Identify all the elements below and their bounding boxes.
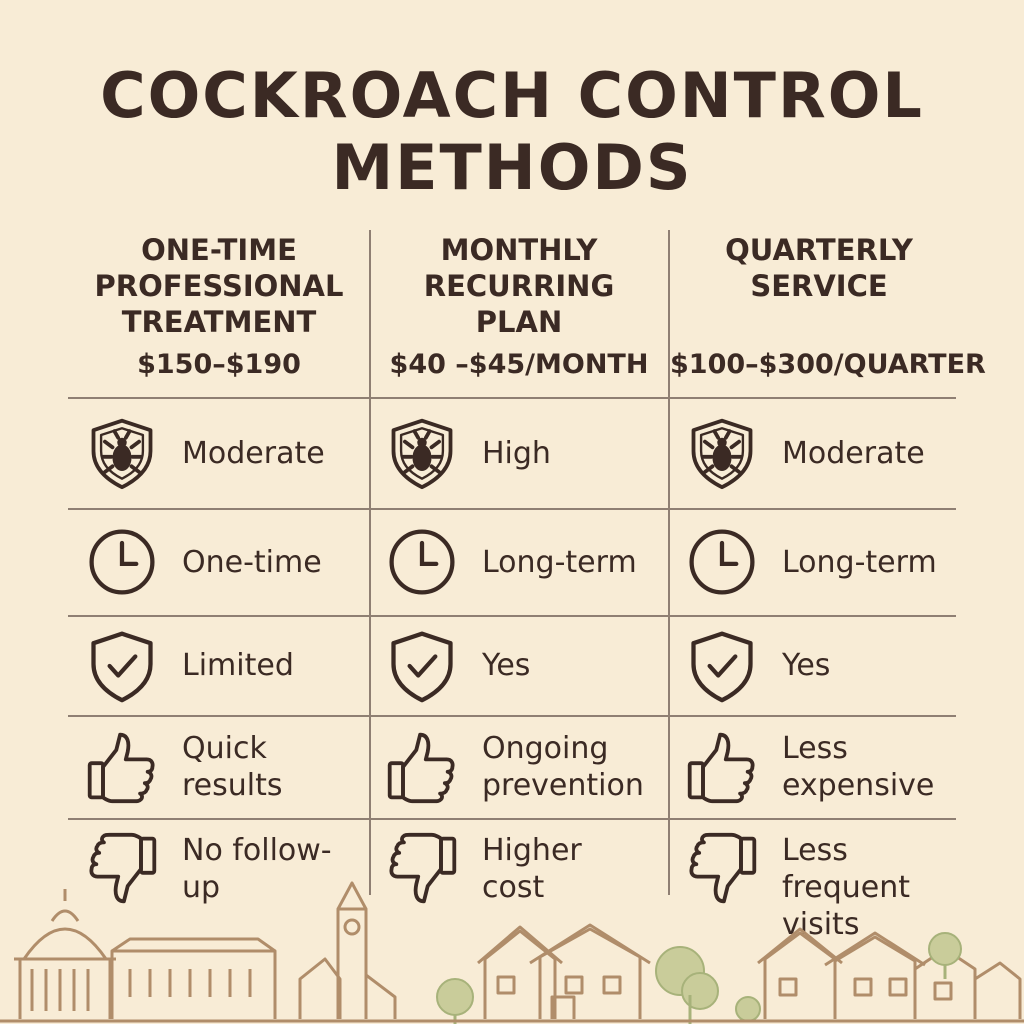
cell-text (182, 730, 368, 804)
cell-text-line: Moderate (782, 436, 925, 471)
table-cell (70, 398, 368, 508)
cell-text-line: High (482, 436, 551, 471)
table-cell (670, 716, 968, 818)
cell-text (482, 435, 668, 472)
table-cell (70, 716, 368, 818)
table-cell (70, 509, 368, 615)
column-heading-line: MONTHLY (440, 233, 598, 267)
column-heading-line: ONE-TIME (141, 233, 297, 267)
cell-text (182, 544, 368, 581)
column-heading-line: RECURRING (423, 269, 615, 303)
cell-text (182, 435, 368, 472)
clock-icon (84, 524, 160, 600)
cell-text-line: Yes (782, 648, 831, 683)
column-heading (370, 232, 668, 340)
check-shield-icon (384, 628, 460, 704)
cell-text (782, 544, 968, 581)
title-line-2: METHODS (331, 131, 693, 204)
column-heading-line: PLAN (475, 305, 563, 339)
table-cell (670, 616, 968, 715)
cell-text-line: No follow- (182, 833, 332, 868)
cell-text-line: results (182, 768, 283, 803)
cell-text-line: prevention (482, 768, 644, 803)
cell-text-line: Long-term (482, 545, 637, 580)
cell-text (782, 647, 968, 684)
cell-text (482, 544, 668, 581)
table-cell (670, 509, 968, 615)
check-shield-icon (84, 628, 160, 704)
column-heading-line: QUARTERLY (725, 233, 913, 267)
bug-shield-icon (684, 415, 760, 491)
cell-text-line: Limited (182, 648, 294, 683)
price-range: $40 –$45/MONTH (389, 349, 649, 380)
cell-text (182, 647, 368, 684)
cell-text-line: visits (782, 907, 860, 942)
cell-text-line: cost (482, 870, 545, 905)
clock-icon (684, 524, 760, 600)
thumbs-up-icon (384, 729, 460, 805)
table-cell (370, 398, 668, 508)
cell-text (482, 730, 668, 804)
cell-text-line: expensive (782, 768, 935, 803)
cell-text-line: Higher (482, 833, 582, 868)
cell-text (482, 647, 668, 684)
cell-text (782, 435, 968, 472)
price-range: $150–$190 (137, 349, 301, 380)
price-range: $100–$300/QUARTER (670, 349, 986, 380)
cell-text-line: One-time (182, 545, 322, 580)
cell-text-line: Moderate (182, 436, 325, 471)
bug-shield-icon (84, 415, 160, 491)
cell-text (782, 730, 968, 804)
column-heading-line: TREATMENT (121, 305, 317, 339)
bug-shield-icon (384, 415, 460, 491)
cell-text-line: Yes (482, 648, 531, 683)
table-cell (370, 616, 668, 715)
column-heading (670, 232, 968, 304)
cell-text-line: Ongoing (482, 731, 609, 766)
table-cell (370, 716, 668, 818)
title-line-1: COCKROACH CONTROL (100, 59, 924, 132)
column-heading-line: SERVICE (750, 269, 888, 303)
check-shield-icon (684, 628, 760, 704)
thumbs-up-icon (684, 729, 760, 805)
page-title (0, 60, 1024, 204)
cell-text-line: Quick (182, 731, 267, 766)
table-cell (370, 509, 668, 615)
town-skyline-illustration (0, 879, 1024, 1024)
column-heading (70, 232, 368, 340)
cell-text-line: up (182, 870, 221, 905)
table-cell (70, 616, 368, 715)
thumbs-up-icon (84, 729, 160, 805)
clock-icon (384, 524, 460, 600)
cell-text-line: Long-term (782, 545, 937, 580)
table-cell (670, 398, 968, 508)
cell-text-line: Less (782, 731, 848, 766)
column-heading-line: PROFESSIONAL (94, 269, 344, 303)
cell-text-line: Less frequent (782, 833, 910, 905)
